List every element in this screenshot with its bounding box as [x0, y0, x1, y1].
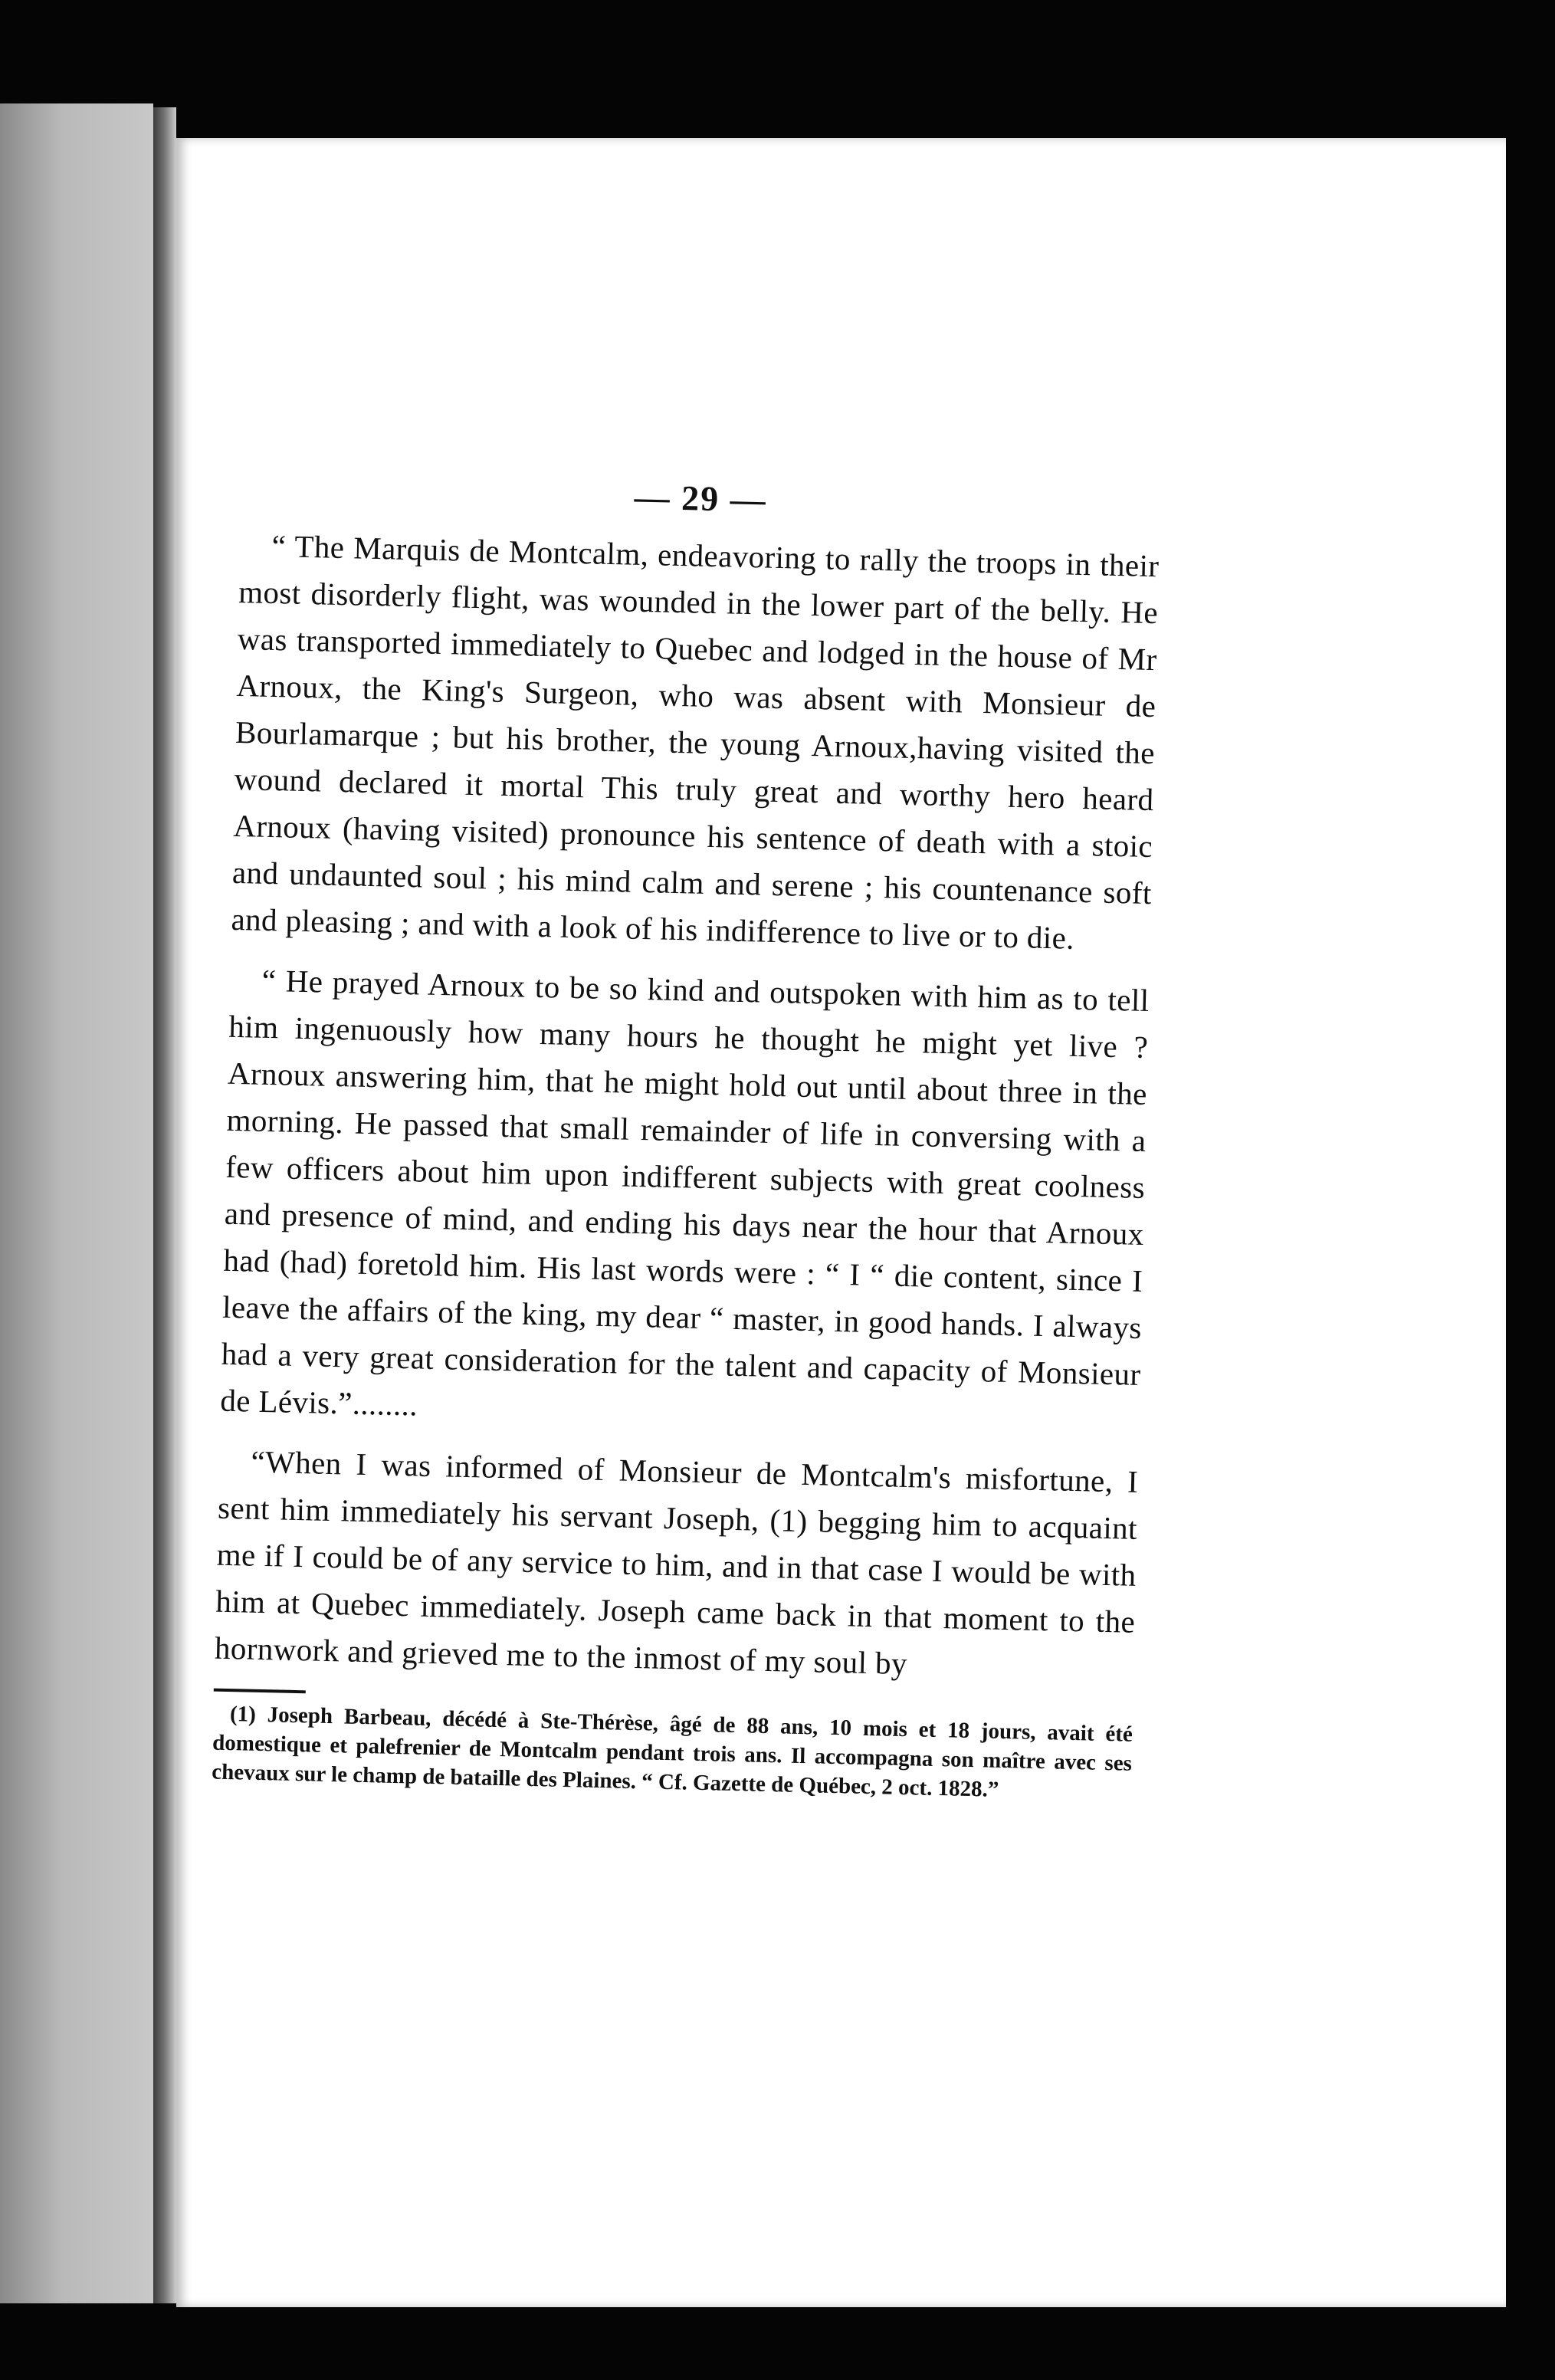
- page-text-block: [212, 468, 1161, 1807]
- paragraph-servant-joseph: “When I was informed of Monsieur de Montcalm's misfortune, I sent him immediately his servant Joseph, (1) begging him to acquaint me if I could be of any service to him, and in that case I would be with him at Quebec immediately. Joseph came back in that moment to the hornwork and grieved me to the inmost of my soul by: [214, 1443, 1139, 1682]
- footnote: (1) Joseph Barbeau, décédé à Ste-Thérèse, âgé de 88 ans, 10 mois et 18 jours, avait été domestique et palefrenier de Montcalm pendant trois ans. Il accompagna son maître avec ses chevaux sur le champ de bataille des Plaines. “ Cf. Gazette de Québec, 2 oct. 1828.”: [212, 1702, 1133, 1802]
- paragraph-montcalm-wounded: “ The Marquis de Montcalm, endeavoring to rally the troops in their most disorderly flight, was wounded in the lower part of the belly. He was transported immediately to Quebec and lodged in the house of Mr Arnoux, the King's Surgeon, who was absent with Monsieur de Bourlamarque ; but his brother, the young Arnoux,having visited the wound declared it mortal This truly great and worthy hero heard Arnoux (having visited) pronounce his sentence of death with a stoic and undaunted soul ; his mind calm and serene ; his countenance soft and pleasing ; and with a look of his indifference to live or to die.: [231, 527, 1160, 956]
- footnote-divider: [214, 1689, 306, 1694]
- page-number: — 29 —: [634, 477, 768, 520]
- paragraph-last-words: “ He prayed Arnoux to be so kind and outspoken with him as to tell him ingenuously how many hours he thought he might yet live ? Arnoux answering him, that he might hold out until about three in the morning. He passed that small remainder of life in conversing with a few officers about him upon indifferent subjects with great coolness and presence of mind, and ending his days near the hour that Arnoux had (had) foretold him. His last words were : “ I “ die content, since I leave the affairs of the king, my dear “ master, in good hands. I always had a very great consideration for the talent and capacity of Monsieur de Lévis.”........: [219, 962, 1150, 1423]
- left-page-edge: [0, 103, 153, 2303]
- book-gutter: [153, 107, 176, 2303]
